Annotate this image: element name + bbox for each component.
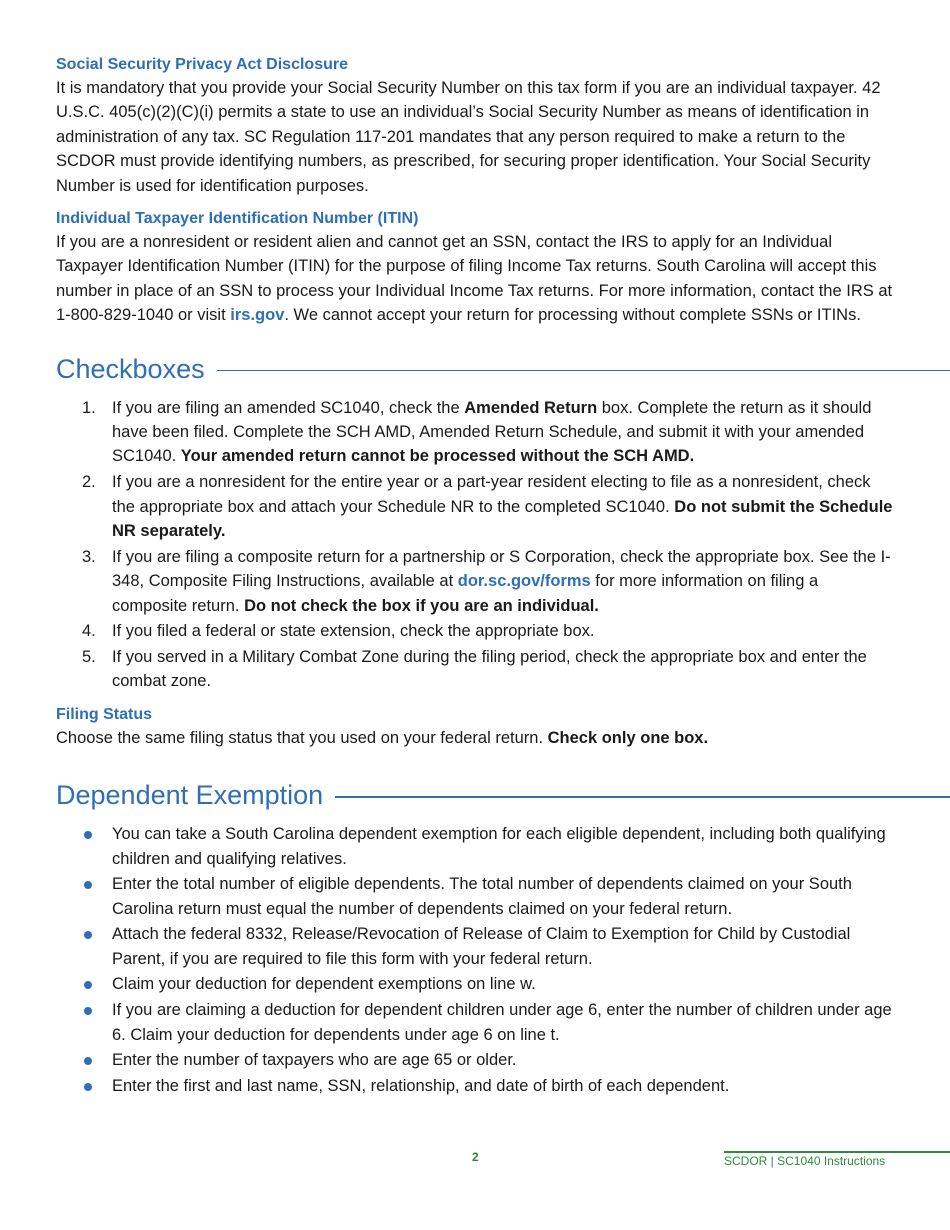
item-text: for more information on filing a composite return. [112, 572, 819, 615]
list-item [56, 545, 896, 618]
list-item [56, 1074, 896, 1098]
list-item [56, 619, 896, 643]
item-text: Claim your deduction for dependent exemptions on line w. [112, 975, 536, 994]
dependent-title: Dependent Exemption [56, 780, 324, 811]
item-text: Enter the number of taxpayers who are age 65 or older. [112, 1051, 517, 1070]
bullet-icon [84, 1007, 92, 1015]
item-bold-text: Your amended return cannot be processed without the SCH AMD. [180, 447, 695, 466]
ssn-disclosure-heading: Social Security Privacy Act Disclosure [56, 56, 348, 73]
item-bold-text: Do not submit the Schedule NR separately. [112, 497, 893, 540]
item-text: Attach the federal 8332, Release/Revocation of Release of Claim to Exemption for Child by Custodial Parent, if you are required to file this form with your federal return. [112, 925, 851, 968]
filing-status-text [56, 726, 896, 750]
item-text: Enter the first and last name, SSN, relationship, and date of birth of each dependent. [112, 1076, 730, 1095]
checkboxes-title: Checkboxes [56, 353, 205, 384]
list-number: 1. [82, 398, 96, 417]
filing-status-bold: Check only one box. [547, 728, 709, 747]
item-text: If you served in a Military Combat Zone during the filing period, check the appropriate box and enter the combat zone. [112, 647, 867, 691]
bullet-icon [84, 831, 92, 839]
irs-gov-link[interactable]: irs.gov [230, 306, 285, 325]
dor-forms-link[interactable]: dor.sc.gov/forms [457, 572, 591, 591]
item-text: If you are claiming a deduction for dependent children under age 6, enter the number of children under age 6. Claim your deduction for dependents under age 6 on line t. [112, 1001, 892, 1044]
section-divider [335, 796, 950, 798]
footer-divider [724, 1151, 950, 1153]
list-item [56, 1048, 896, 1072]
list-number: 3. [82, 547, 96, 566]
list-item [56, 872, 896, 921]
itin-text-part1: If you are a nonresident or resident alien and cannot get an SSN, contact the IRS to apply for an Individual Taxpayer Identification Number (ITIN) for the purpose of filing Income Tax returns. South Carolina will accept this number in place of an SSN to process your Individual Income Tax returns. For more information, contact the IRS at 1-800-829-1040 or visit [56, 233, 893, 325]
list-item [56, 396, 896, 469]
checkboxes-section-header [56, 352, 950, 386]
item-text: If you are a nonresident for the entire year or a part-year resident electing to file as a nonresident, check the appropriate box and attach your Schedule NR to the completed SC1040. [112, 473, 871, 516]
item-text: If you are filing a composite return for a partnership or S Corporation, check the appropriate box. See the I-348, Composite Filing Instructions, available at [112, 547, 891, 591]
page-number: 2 [472, 1150, 479, 1164]
itin-text-part2: . We cannot accept your return for processing without complete SSNs or ITINs. [284, 306, 861, 325]
bullet-icon [84, 881, 92, 889]
bullet-icon [84, 1083, 92, 1091]
bullet-icon [84, 1057, 92, 1065]
dependent-section-header [56, 778, 950, 812]
bullet-icon [84, 931, 92, 939]
list-number: 5. [82, 647, 96, 666]
dependent-list [56, 822, 896, 1098]
section-divider [217, 370, 950, 372]
checkboxes-list [56, 396, 896, 694]
bullet-icon [84, 981, 92, 989]
list-item [56, 645, 896, 694]
item-text: Enter the total number of eligible dependents. The total number of dependents claimed on your South Carolina return must equal the number of dependents claimed on your federal return. [112, 875, 852, 918]
item-text: If you are filing an amended SC1040, check the [112, 398, 465, 417]
item-bold-text: Do not check the box if you are an individual. [244, 596, 599, 615]
list-item [56, 998, 896, 1047]
itin-text [56, 230, 896, 328]
list-item [56, 822, 896, 871]
page-content [56, 54, 896, 1100]
item-text: If you filed a federal or state extension, check the appropriate box. [112, 622, 595, 641]
itin-heading: Individual Taxpayer Identification Number (ITIN) [56, 210, 419, 228]
list-number: 2. [82, 473, 96, 492]
filing-status-heading: Filing Status [56, 705, 152, 723]
item-text: You can take a South Carolina dependent exemption for each eligible dependent, including both qualifying children and qualifying relatives. [112, 825, 886, 868]
list-item [56, 922, 896, 971]
filing-status-body: Choose the same filing status that you used on your federal return. [56, 728, 548, 747]
footer-doc-title: SCDOR | SC1040 Instructions [724, 1154, 886, 1168]
list-item [56, 470, 896, 543]
item-bold-text: Amended Return [464, 398, 598, 417]
list-item [56, 972, 896, 996]
item-text: box. Complete the return as it should have been filed. Complete the SCH AMD, Amended Return Schedule, and submit it with your amended SC1040. [112, 398, 872, 466]
list-number: 4. [82, 622, 96, 641]
ssn-disclosure-text: It is mandatory that you provide your Social Security Number on this tax form if you are an individual taxpayer. 42 U.S.C. 405(c)(2)(C)(i) permits a state to use an individual’s Social Security Number as means of identification in administration of any tax. SC Regulation 117-201 mandates that any person required to make a return to the SCDOR must provide identifying numbers, as prescribed, for securing proper identification. Your Social Security Number is used for identification purposes. [56, 79, 881, 195]
